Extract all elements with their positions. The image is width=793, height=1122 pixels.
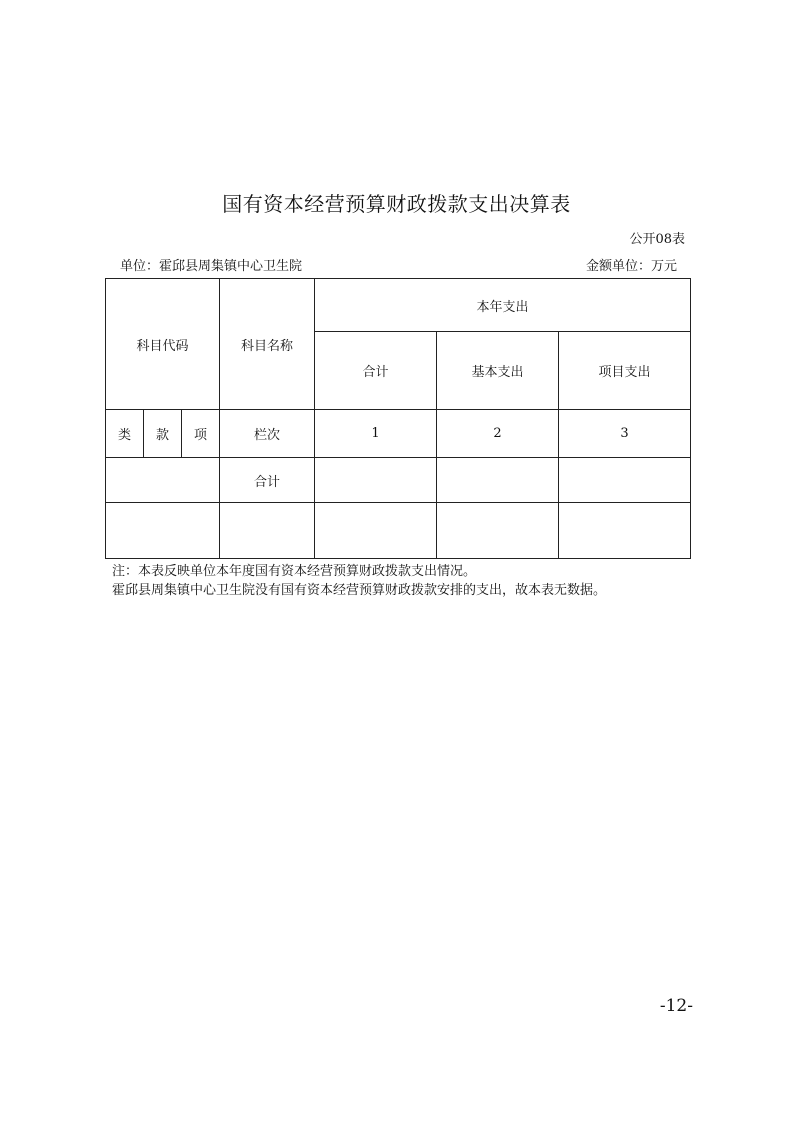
- page-number: -12-: [659, 996, 693, 1016]
- document-title: 国有资本经营预算财政拨款支出决算表: [222, 192, 571, 216]
- note-line-1: 注：本表反映单位本年度国有资本经营预算财政拨款支出情况。: [112, 564, 477, 579]
- empty-project-cell: [559, 503, 691, 559]
- item-cell: 项: [182, 410, 220, 458]
- section-cell: 款: [144, 410, 182, 458]
- total-header: 合计: [315, 332, 437, 410]
- note-line-2: 霍邱县周集镇中心卫生院没有国有资本经营预算财政拨款安排的支出，故本表无数据。: [112, 583, 607, 598]
- total-row-label: 合计: [220, 458, 315, 503]
- amount-unit-label: 金额单位：万元: [585, 259, 677, 274]
- empty-code-cell: [106, 503, 220, 559]
- category-cell: 类: [106, 410, 144, 458]
- empty-data-row: [106, 503, 691, 559]
- budget-table: [105, 278, 691, 559]
- total-row-code-cell: [106, 458, 220, 503]
- index-row: [106, 410, 691, 458]
- subject-name-header: 科目名称: [220, 279, 315, 410]
- total-row-project-cell: [559, 458, 691, 503]
- total-row: [106, 458, 691, 503]
- empty-name-cell: [220, 503, 315, 559]
- total-row-basic-cell: [437, 458, 559, 503]
- notes: [112, 562, 606, 600]
- column-index-3: 3: [559, 410, 691, 458]
- subject-code-header: 科目代码: [106, 279, 220, 410]
- basic-expense-header: 基本支出: [437, 332, 559, 410]
- project-expense-header: 项目支出: [559, 332, 691, 410]
- column-index-1: 1: [315, 410, 437, 458]
- form-number: 公开08表: [629, 232, 685, 247]
- unit-label: 单位：霍邱县周集镇中心卫生院: [120, 259, 303, 274]
- header-row-1: [106, 279, 691, 332]
- column-label-cell: 栏次: [220, 410, 315, 458]
- current-year-expense-header: 本年支出: [315, 279, 691, 332]
- empty-total-cell: [315, 503, 437, 559]
- total-row-total-cell: [315, 458, 437, 503]
- column-index-2: 2: [437, 410, 559, 458]
- empty-basic-cell: [437, 503, 559, 559]
